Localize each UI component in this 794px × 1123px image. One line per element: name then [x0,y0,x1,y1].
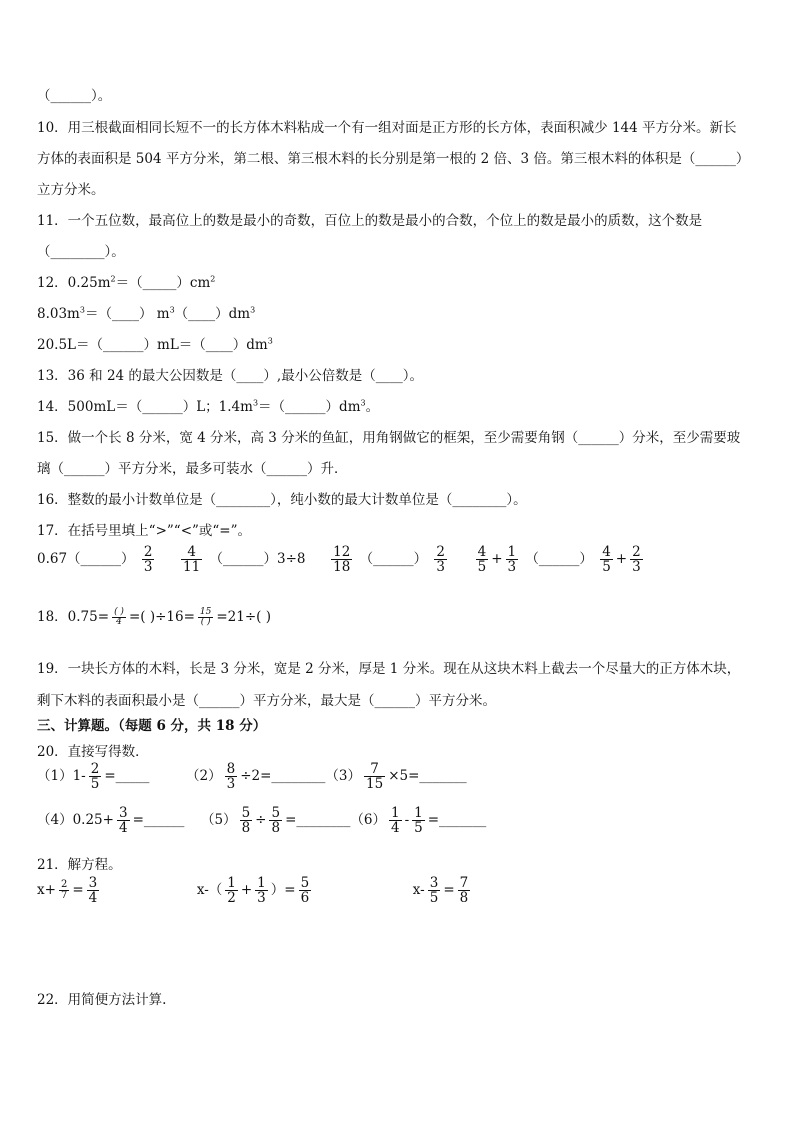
line-blank-prev: （______）。 [37,88,112,104]
equals-sign: = [72,882,84,899]
fraction-2-3: $\frac{2}{3}$ [143,544,153,576]
sup-3: 3 [267,336,273,346]
q20-row1 [37,762,467,791]
sup-3: 3 [169,305,175,315]
q20-p5: （5） [200,812,237,829]
fraction-7-15: $\frac{7}{15}$ [366,761,384,793]
eq2-close: ）= [270,882,296,899]
q21-equations [37,876,473,905]
plus-sign: + [240,882,253,899]
fraction-5-8: $\frac{5}{8}$ [241,805,251,837]
divide-sign: ÷ [255,812,267,829]
fraction-4-5: $\frac{4}{5}$ [477,544,487,576]
q20-p5-end: =________ [285,812,351,829]
fraction-2-3: $\frac{2}{3}$ [632,544,641,576]
q20-p3-end: ×5=_______ [388,768,467,785]
q14-2: ＝（______）dm [258,399,361,415]
q18-mid: =( )÷16= [128,609,195,625]
fraction-4-11: $\frac{4}{11}$ [183,544,201,576]
sup-2: 2 [210,274,216,284]
q18-post: =21÷( ) [216,609,271,625]
q15-line2: 璃（______）平方分米，最多可装水（______）升． [37,461,348,477]
q22-title: 22．用简便方法计算. [37,992,167,1008]
fraction-1-2: $\frac{1}{2}$ [227,875,236,907]
q12-line3 [37,333,273,353]
q14-1: 14．500mL＝（______）L；1.4m [37,399,253,415]
q12-line2 [37,302,255,322]
q20-p2: （2） [186,768,222,785]
q18-pre: 18．0.75= [37,609,110,625]
q20-p2-end: ÷2=________ [240,768,326,785]
fraction-4-5: $\frac{4}{5}$ [602,544,611,576]
q14-3: 。 [365,399,380,415]
q12c-1: 20.5L＝（______）mL＝（____）dm [37,337,268,353]
q20-p6: （6） [350,812,386,829]
q12b-1: 8.03m [37,306,80,322]
q13: 13．36 和 24 的最大公因数是（____）,最小公倍数是（____）。 [37,368,423,384]
q19-line2: 剩下木料的表面积最小是（______）平方分米，最大是（______）平方分米。 [37,693,496,709]
fraction-5-8: $\frac{5}{8}$ [271,805,281,837]
minus-sign: - [404,812,410,829]
q10-line2: 方体的表面积是 504 平方分米，第二根、第三根木料的长分别是第一根的 2 倍、3 倍。第三根木料的体积是（______） [37,151,750,167]
q20-p3: （3） [325,768,361,785]
q17-d-blank: （______） [525,551,593,568]
q16: 16．整数的最小计数单位是（________），纯小数的最大计数单位是（________）。 [37,492,527,508]
q20-p4-end: =______ [132,812,185,829]
equals-sign: = [443,882,455,899]
q18 [37,605,271,627]
fraction-7-8: $\frac{7}{8}$ [459,875,469,907]
eq2-pre: x-（ [196,882,223,899]
q17-b-blank: （______） [209,551,278,568]
q12a-pre: 12．0.25m [37,275,111,291]
fraction-1-4: $\frac{1}{4}$ [390,805,400,837]
q12a-post: ＝（_____）cm [115,275,211,291]
q12-line1 [37,271,215,291]
fraction-3-5: $\frac{3}{5}$ [429,875,439,907]
q17-title: 17．在括号里填上“>”“<”或“=”。 [37,523,252,539]
q15-line1: 15．做一个长 8 分米，宽 4 分米，高 3 分米的鱼缸，用角钢做它的框架，至少需要角钢（______）分米，至少需要玻 [37,430,741,446]
sup-3: 3 [252,398,259,408]
sup-3: 3 [360,398,366,408]
q12b-2: ＝（____） m [84,306,170,322]
q14 [37,395,379,415]
q17-b-right: 3÷8 [277,551,306,568]
fraction-2-3: $\frac{2}{3}$ [436,544,445,576]
q11-line2: （________）。 [37,244,125,260]
q20-title: 20．直接写得数． [37,744,149,760]
q17-a-left: 0.67（______） [37,551,135,568]
fraction-3-4: $\frac{3}{4}$ [88,875,98,907]
q20-p6-end: =_______ [427,812,487,829]
plus-sign: + [615,551,628,568]
fraction-3-4: $\frac{3}{4}$ [118,805,128,837]
q17-c-blank: （______） [359,551,428,568]
fraction-1-5: $\frac{1}{5}$ [414,805,423,837]
fraction-1-3: $\frac{1}{3}$ [257,875,266,907]
fraction-15-blank: $\frac{15}{( )}$ [199,606,212,627]
q17-compare [37,545,646,574]
eq1-pre: x+ [37,882,56,899]
plus-sign: + [491,551,503,568]
q20-p1: （1）1- [37,768,86,785]
fraction-blank-4: $\frac{( )}{4}$ [114,606,124,627]
fraction-5-6: $\frac{5}{6}$ [300,875,310,907]
q12b-3: （____）dm [174,306,251,322]
section-3-heading: 三、计算题。（每题 6 分，共 18 分） [37,718,267,734]
fraction-1-3: $\frac{1}{3}$ [507,544,517,576]
q10-line3: 立方分米。 [37,182,105,198]
sup-3: 3 [79,305,85,315]
fraction-2-5: $\frac{2}{5}$ [90,761,100,793]
q20-row2 [37,806,486,835]
q10-line1: 10．用三根截面相同长短不一的长方体木料粘成一个有一组对面是正方形的长方体，表面积减少 144 平方分米。新长 [37,120,737,136]
q11-line1: 11．一个五位数，最高位上的数是最小的奇数，百位上的数是最小的合数，个位上的数是最小的质数，这个数是 [37,213,703,229]
q20-p4: （4）0.25+ [37,812,114,829]
sup-3: 3 [250,305,256,315]
fraction-8-3: $\frac{8}{3}$ [226,761,236,793]
q19-line1: 19．一块长方体的木料，长是 3 分米，宽是 2 分米，厚是 1 分米。现在从这块木料上截去一个尽量大的正方体木块， [37,661,741,677]
q21-title: 21．解方程。 [37,857,122,873]
sup-2: 2 [110,274,116,284]
fraction-12-18: $\frac{12}{18}$ [333,544,351,576]
q20-p1-end: =_____ [104,768,150,785]
eq3-pre: x- [412,882,425,899]
fraction-2-7: $\frac{2}{7}$ [60,878,68,902]
